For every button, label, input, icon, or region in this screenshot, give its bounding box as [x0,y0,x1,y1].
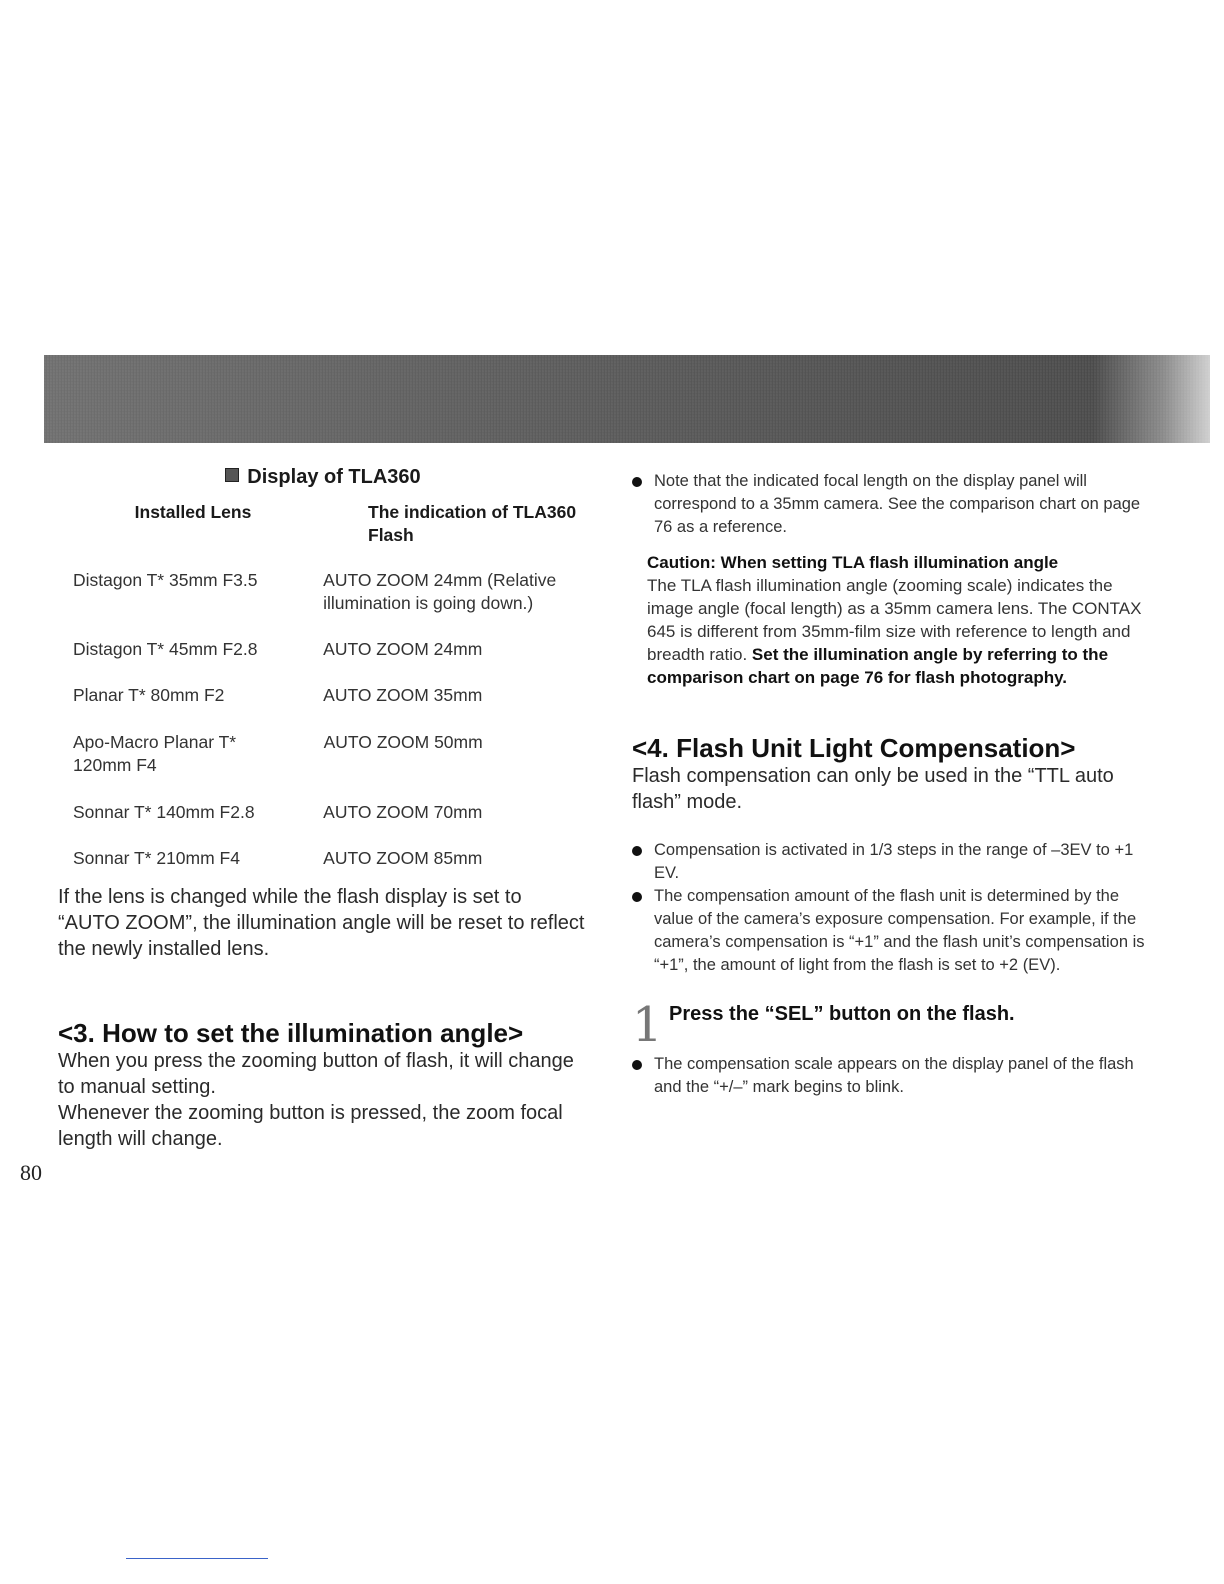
section-4-intro: Flash compensation can only be used in the “TTL auto flash” mode. [632,765,1114,813]
display-table-title: Display of TLA360 [58,466,588,489]
list-item: Compensation is activated in 1/3 steps in the range of –3EV to +1 EV. [632,839,1162,885]
caution-title: Caution: When setting TLA flash illumination angle [647,553,1059,572]
section-3-title: <3. How to set the illumination angle> [58,1018,524,1048]
step-1 [632,997,1162,1053]
bullet-dot-icon [632,846,642,856]
header-banner [44,355,1210,443]
section-3-para-1: When you press the zooming button of flash, it will change to manual setting. [58,1050,574,1098]
table-row: Planar T* 80mm F2 AUTO ZOOM 35mm [73,685,483,705]
table-header [58,501,588,547]
caution-body: The TLA flash illumination angle (zooming scale) indicates the image angle (focal length) as a 35mm camera lens. The CONTAX 645 is different from 35mm-film size with reference to length and breadth ratio. Set the illumination angle by referring to the comparison chart on page 76 for flash photography. [647,576,1142,687]
right-column [632,470,1162,1099]
col-header-lens: Installed Lens [134,502,252,522]
left-column [58,466,588,1152]
table-row: Sonnar T* 140mm F2.8 AUTO ZOOM 70mm [73,802,483,822]
step-text: Press the “SEL” button on the flash. [669,1003,1015,1025]
col-header-flash: The indication of TLA360 Flash [368,502,577,545]
table-row: Distagon T* 45mm F2.8 AUTO ZOOM 24mm [73,639,483,659]
table-row: Sonnar T* 210mm F4 AUTO ZOOM 85mm [73,848,483,868]
step-number: 1 [632,997,663,1053]
bullet-dot-icon [632,892,642,902]
section-3-para-2: Whenever the zooming button is pressed, the zoom focal length will change. [58,1102,563,1150]
table-row: Apo-Macro Planar T* 120mm F4 AUTO ZOOM 50mm [73,732,483,775]
page-number: 80 [20,1160,42,1185]
lens-change-note: If the lens is changed while the flash display is set to “AUTO ZOOM”, the illumination angle will be reset to reflect the newly installed lens. [58,886,585,960]
list-item: The compensation scale appears on the display panel of the flash and the “+/–” mark begins to blink. [632,1053,1162,1099]
bullet-dot-icon [632,1060,642,1070]
table-row: Distagon T* 35mm F3.5 AUTO ZOOM 24mm (Relative illumination is going down.) [73,570,557,613]
note-bullet: Note that the indicated focal length on the display panel will correspond to a 35mm camera. See the comparison chart on page 76 as a reference. [632,470,1162,539]
square-bullet-icon [225,468,239,482]
section-4-title: <4. Flash Unit Light Compensation> [632,733,1076,763]
divider-line [126,1558,268,1559]
bullet-dot-icon [632,477,642,487]
list-item: The compensation amount of the flash unit is determined by the value of the camera’s exposure compensation. For example, if the camera’s compensation is “+1” and the flash unit’s compensation is “+1”, the amount of light from the flash is set to +2 (EV). [632,885,1162,977]
